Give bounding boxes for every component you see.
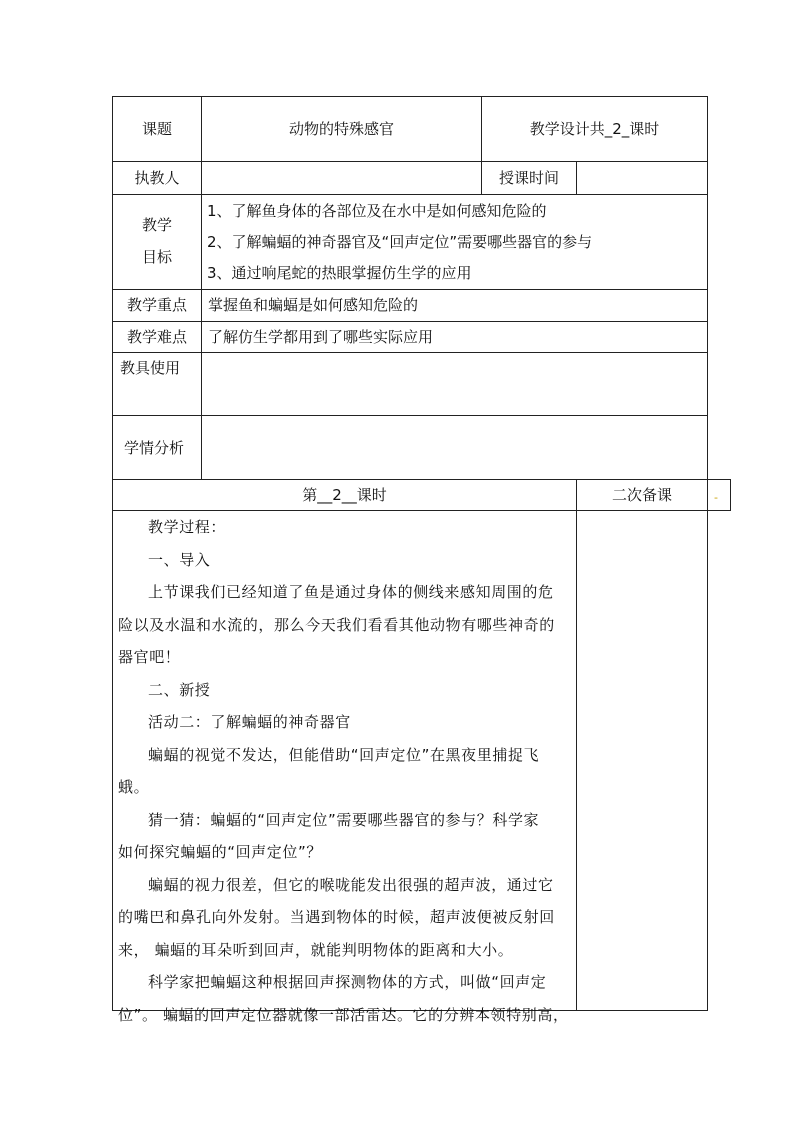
paragraph-line: 如何探究蝙蝠的“回声定位”？ — [118, 843, 322, 861]
table-border-right — [707, 96, 708, 1011]
row-divider — [112, 479, 731, 480]
paragraph-line: 蝙蝠的视力很差，但它的喉咙能发出很强的超声波，通过它 — [148, 875, 554, 894]
difficulty-value: 了解仿生学都用到了哪些实际应用 — [208, 328, 434, 346]
paragraph-line: 险以及水温和水流的，那么今天我们看看其他动物有哪些神奇的 — [118, 615, 555, 634]
paragraph-line: 的嘴巴和鼻孔向外发射。当遇到物体的时候，超声波便被反射回 — [118, 908, 555, 926]
teacher-label: 执教人 — [134, 169, 180, 187]
side-column-header: 二次备课 — [611, 486, 672, 504]
topic-value: 动物的特殊感官 — [288, 120, 394, 138]
paragraph-line: 科学家把蝙蝠这种根据回声探测物体的方式，叫做“回声定 — [148, 973, 547, 991]
time-label: 授课时间 — [498, 169, 559, 187]
key-point-label: 教学重点 — [126, 296, 187, 314]
goal-item: 3、通过响尾蛇的热眼掌握仿生学的应用 — [207, 264, 472, 282]
paragraph-line: 器官吧！ — [118, 648, 181, 666]
teaching-process — [118, 511, 570, 1031]
paragraph-line: 蝙蝠的视觉不发达，但能借助“回声定位”在黑夜里捕捉飞 — [148, 745, 540, 764]
design-info: 教学设计共_2_课时 — [529, 120, 660, 138]
goal-item: 1、了解鱼身体的各部位及在水中是如何感知危险的 — [207, 202, 547, 220]
process-heading: 教学过程： — [148, 518, 227, 536]
paragraph-line: 蛾。 — [118, 778, 150, 796]
analysis-label: 学情分析 — [124, 439, 185, 457]
marker-dot: - — [714, 491, 718, 504]
lesson-title: 第__2__课时 — [302, 486, 387, 504]
goal-item: 2、了解蝙蝠的神奇器官及“回声定位”需要哪些器官的参与 — [207, 233, 593, 251]
new-lesson-title: 二、新授 — [148, 680, 211, 699]
goals-label-line2: 目标 — [141, 248, 172, 266]
side-column-divider — [576, 479, 577, 1011]
intro-title: 一、导入 — [148, 550, 211, 569]
extra-cell-border-right — [730, 479, 731, 511]
paragraph-line: 来， 蝙蝠的耳朵听到回声，就能判明物体的距离和大小。 — [118, 940, 514, 959]
goals-label-line1: 教学 — [141, 216, 172, 234]
key-point-value: 掌握鱼和蝙蝠是如何感知危险的 — [208, 296, 419, 314]
paragraph-line: 位”。 蝙蝠的回声定位器就像一部活雷达。它的分辨本领特别高， — [118, 1005, 569, 1024]
activity-title: 活动二：了解蝙蝠的神奇器官 — [148, 713, 351, 731]
paragraph-line: 上节课我们已经知道了鱼是通过身体的侧线来感知周围的危 — [148, 583, 554, 601]
tools-label: 教具使用 — [120, 359, 181, 377]
label-column-divider — [201, 96, 202, 480]
paragraph-line: 猜一猜：蝙蝠的“回声定位”需要哪些器官的参与？科学家 — [148, 810, 540, 829]
topic-label: 课题 — [141, 120, 172, 138]
difficulty-label: 教学难点 — [126, 328, 187, 346]
